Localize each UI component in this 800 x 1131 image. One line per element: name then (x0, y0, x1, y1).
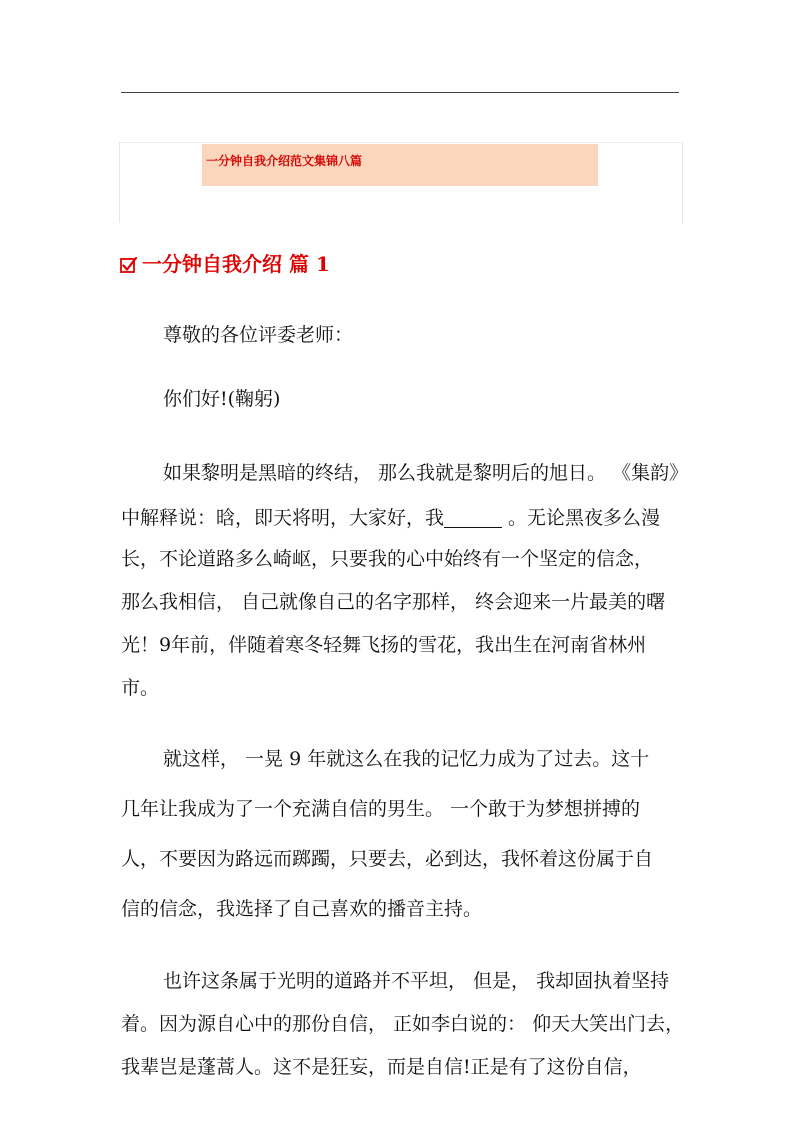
fill-in-blank (444, 507, 502, 528)
heading-text: 一分钟自我介绍 篇 1 (142, 252, 330, 276)
banner-title: 一分钟自我介绍范文集锦八篇 (206, 154, 363, 168)
text-line (121, 507, 660, 528)
greeting-line: 尊敬的各位评委老师： (163, 324, 354, 346)
text-line: 那么我相信， 自己就像自己的名字那样， 终会迎来一片最美的曙 (121, 591, 666, 613)
section-heading (120, 248, 330, 277)
text-line: 几年让我成为了一个充满自信的男生。 一个敢于为梦想拼搏的 (121, 798, 641, 820)
text-line: 也许这条属于光明的道路并不平坦， 但是， 我却固执着坚持 (163, 970, 670, 992)
text-line: 我辈岂是蓬蒿人。这不是狂妄，而是自信!正是有了这份自信， (121, 1056, 642, 1078)
text-line: 人，不要因为路远而踯躅，只要去，必到达，我怀着这份属于自 (121, 848, 654, 870)
text-line: 市。 (121, 677, 160, 699)
text-line: 长，不论道路多么崎岖，只要我的心中始终有一个坚定的信念， (121, 548, 654, 570)
text-fragment: 中解释说：晗，即天将明，大家好，我 (121, 507, 445, 529)
checkbox-checked-icon (120, 256, 138, 274)
text-line: 光！9年前，伴随着寒冬轻舞飞扬的雪花，我出生在河南省林州 (121, 634, 647, 656)
text-line: 着。因为源自心中的那份自信， 正如李白说的： 仰天大笑出门去， (121, 1013, 685, 1035)
text-fragment: 。无论黑夜多么漫 (502, 507, 661, 529)
text-line: 信的信念，我选择了自己喜欢的播音主持。 (121, 898, 483, 920)
hello-line: 你们好!(鞠躬) (163, 388, 281, 410)
title-banner (202, 144, 598, 186)
text-line: 就这样， 一晃 9 年就这么在我的记忆力成为了过去。这十 (163, 748, 650, 770)
text-line: 如果黎明是黑暗的终结， 那么我就是黎明后的旭日。 《集韵》 (163, 462, 689, 484)
top-rule (121, 92, 679, 93)
